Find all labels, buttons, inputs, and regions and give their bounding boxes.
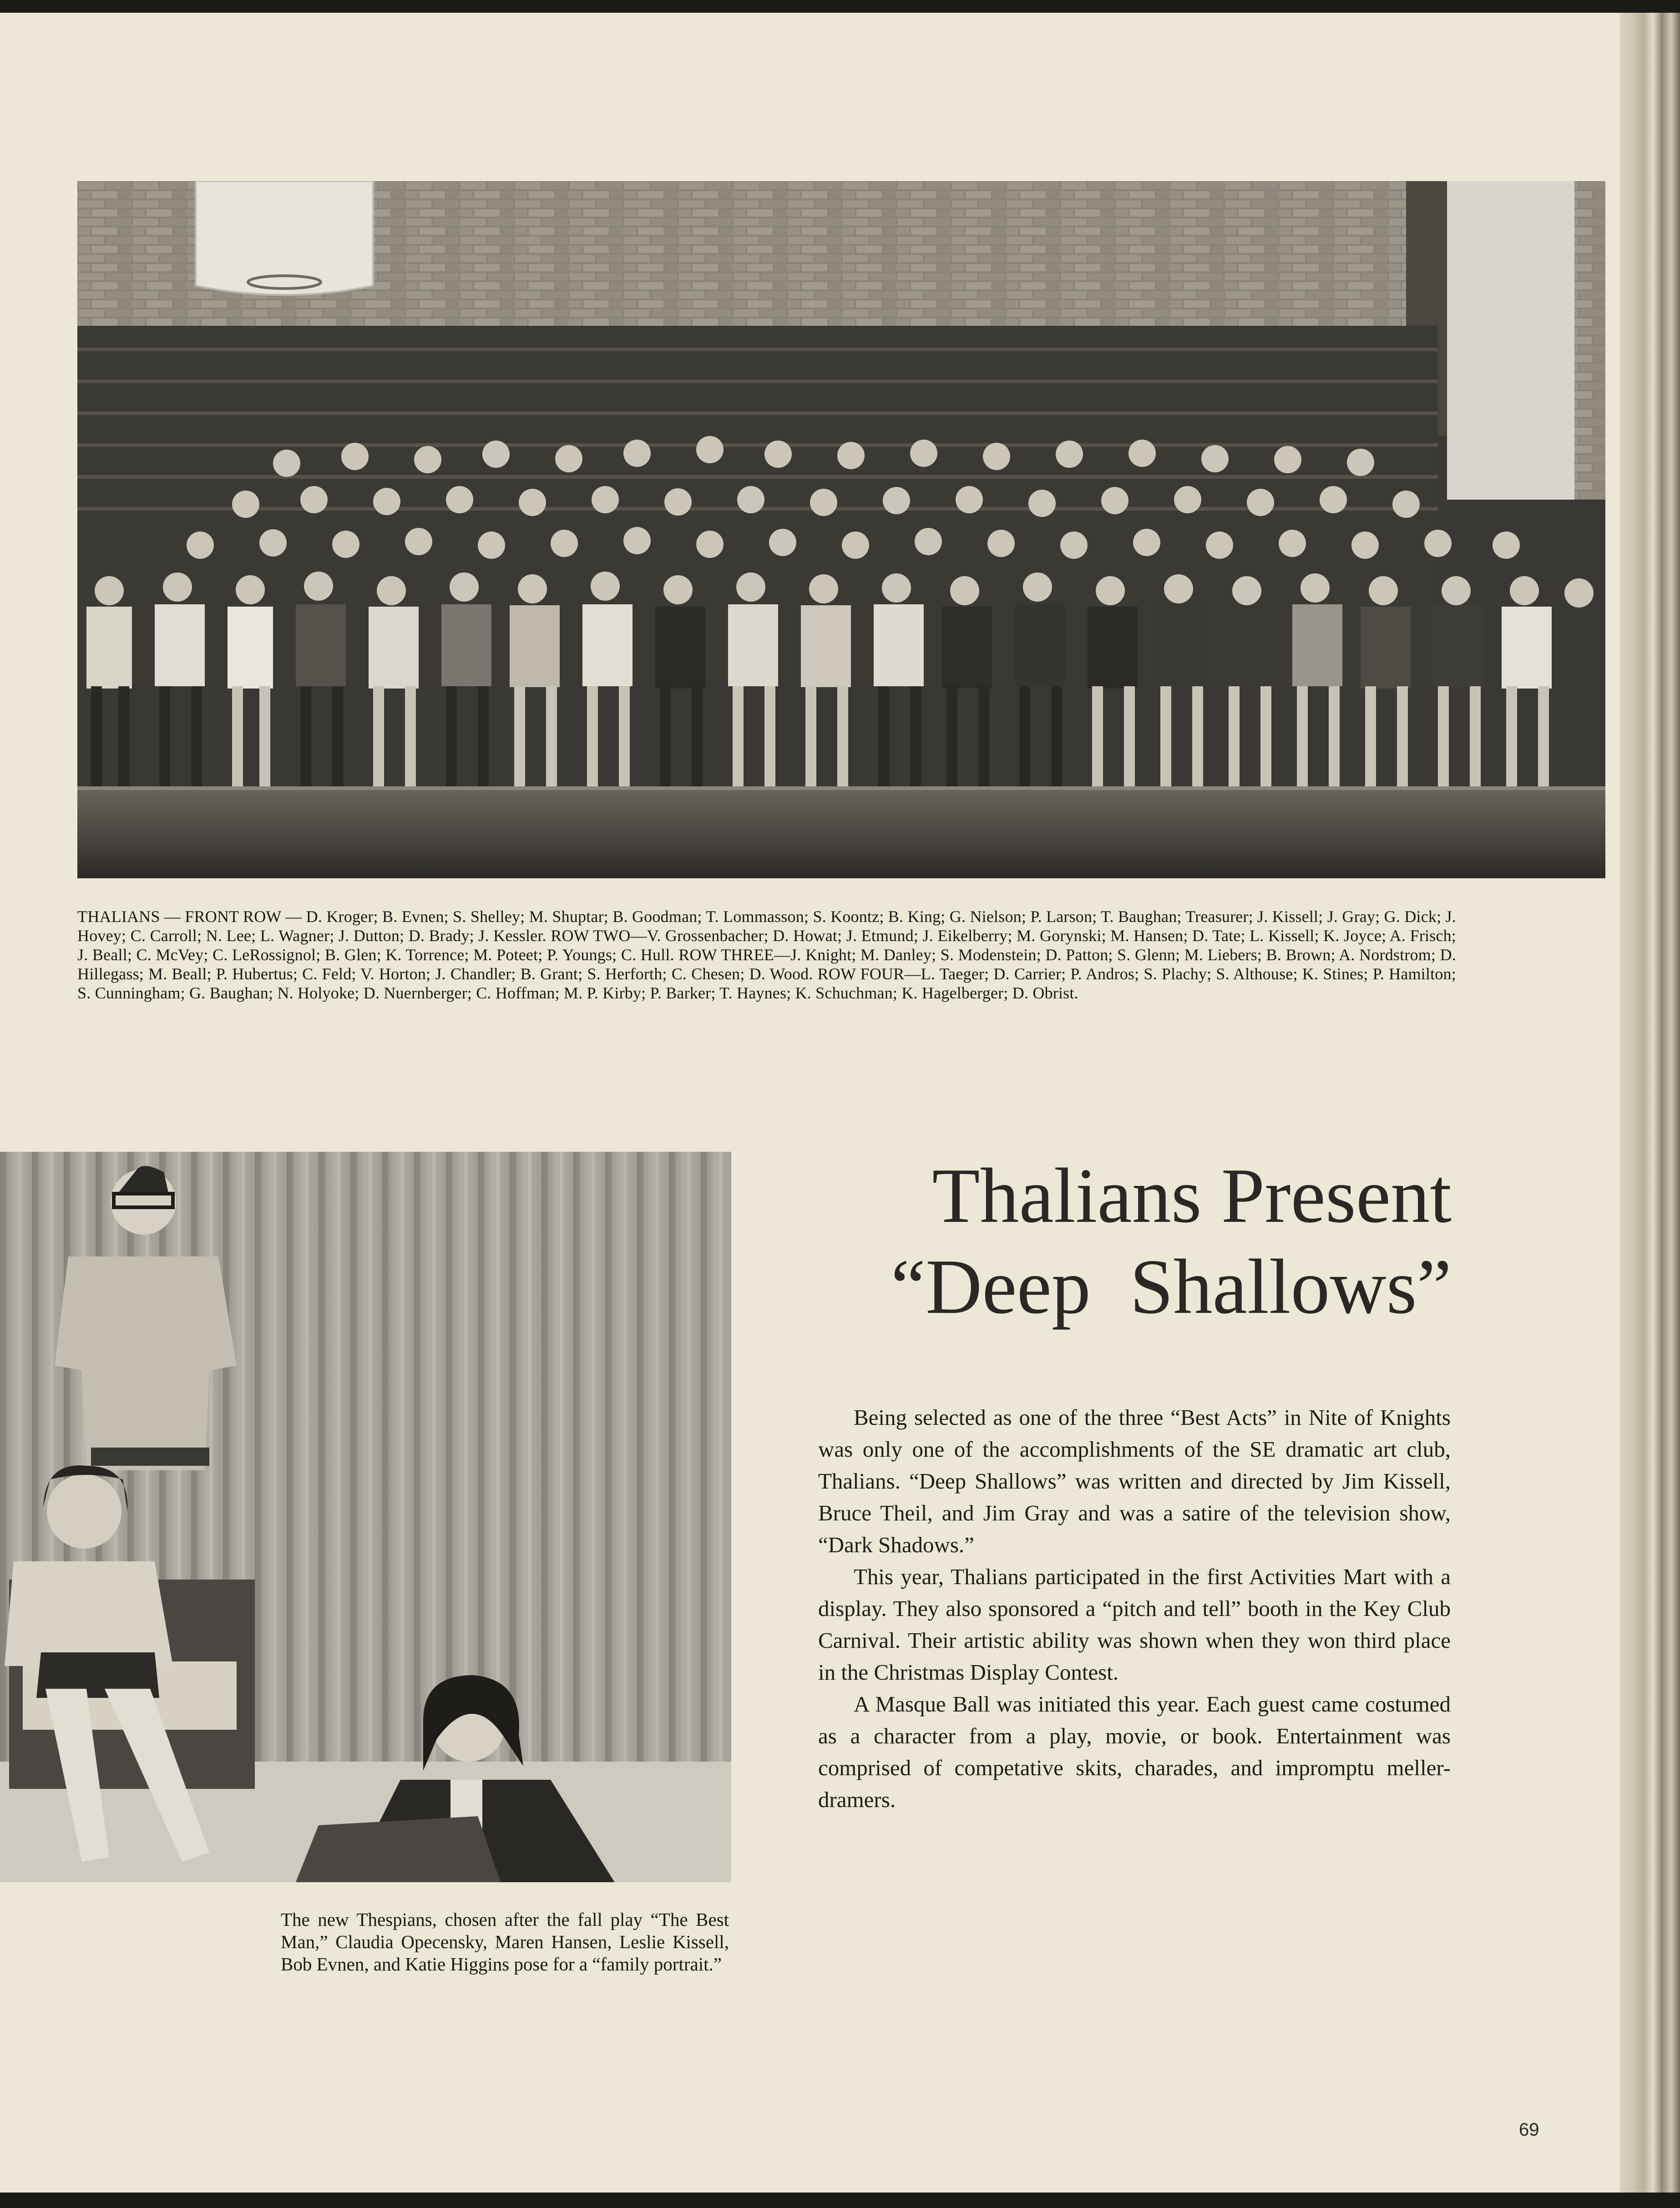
thespians-photo-caption: The new Thespians, chosen after the fall play “The Best Man,” Claudia Opecensky, Maren Hansen, Leslie Kissell, Bob Evnen, and Katie Higgins pose for a “family portrait.”: [281, 1909, 729, 1975]
article-headline: [815, 1150, 1452, 1332]
headline-line-2: “Deep Shallows”: [891, 1244, 1452, 1330]
article-paragraph-1: Being selected as one of the three “Best Acts” in Nite of Knights was only one of the accomplishments of the SE dramatic art club, Thalians. “Deep Shallows” was written and directed by Jim Kissell, Bruce Theil, and Jim Gray and was a satire of the television show, “Dark Shadows.”: [818, 1405, 1451, 1557]
yearbook-page: [0, 13, 1620, 2193]
article-paragraph-2: This year, Thalians participated in the first Activities Mart with a display. They also sponsored a “pitch and tell” booth in the Key Club Carnival. Their artistic ability was shown when they won third place in the Christmas Display Contest.: [818, 1564, 1451, 1685]
headline-line-1: Thalians Present: [932, 1153, 1452, 1239]
page-number: 69: [1519, 2120, 1539, 2140]
article-paragraph-3: A Masque Ball was initiated this year. Each guest came costumed as a character from a play, movie, or book. Entertainment was comprised of competative skits, charades, and impromptu meller-dramers.: [818, 1691, 1451, 1812]
group-photo-caption: THALIANS — FRONT ROW — D. Kroger; B. Evnen; S. Shelley; M. Shuptar; B. Goodman; T. Lommasson; S. Koontz; B. King; G. Nielson; P. Larson; T. Baughan; Treasurer; J. Kissell; J. Gray; G. Dick; J. Hovey; C. Carroll; N. Lee; L. Wagner; J. Dutton; D. Brady; J. Kessler. ROW TWO—V. Grossenbacher; D. Howat; J. Etmund; J. Eikelberry; M. Gorynski; M. Hansen; D. Tate; L. Kissell; K. Joyce; A. Frisch; J. Beall; C. McVey; C. LeRossignol; B. Glen; K. Torrence; M. Poteet; P. Youngs; C. Hull. ROW THREE—J. Knight; M. Danley; S. Modenstein; D. Patton; S. Glenn; M. Liebers; B. Brown; A. Nordstrom; D. Hillegass; M. Beall; P. Hubertus; C. Feld; V. Horton; J. Chandler; B. Grant; S. Herforth; C. Chesen; D. Wood. ROW FOUR—L. Taeger; D. Carrier; P. Andros; S. Plachy; S. Althouse; K. Stines; P. Hamilton; S. Cunningham; G. Baughan; N. Holyoke; D. Nuernberger; C. Hoffman; M. P. Kirby; P. Barker; T. Haynes; K. Schuchman; K. Hagelberger; D. Obrist.: [77, 907, 1456, 1002]
thalians-group-photo: [77, 181, 1605, 878]
article-body: [818, 1402, 1451, 1816]
page-edge-stack: [1620, 13, 1680, 2193]
thespians-photo: [0, 1152, 731, 1882]
